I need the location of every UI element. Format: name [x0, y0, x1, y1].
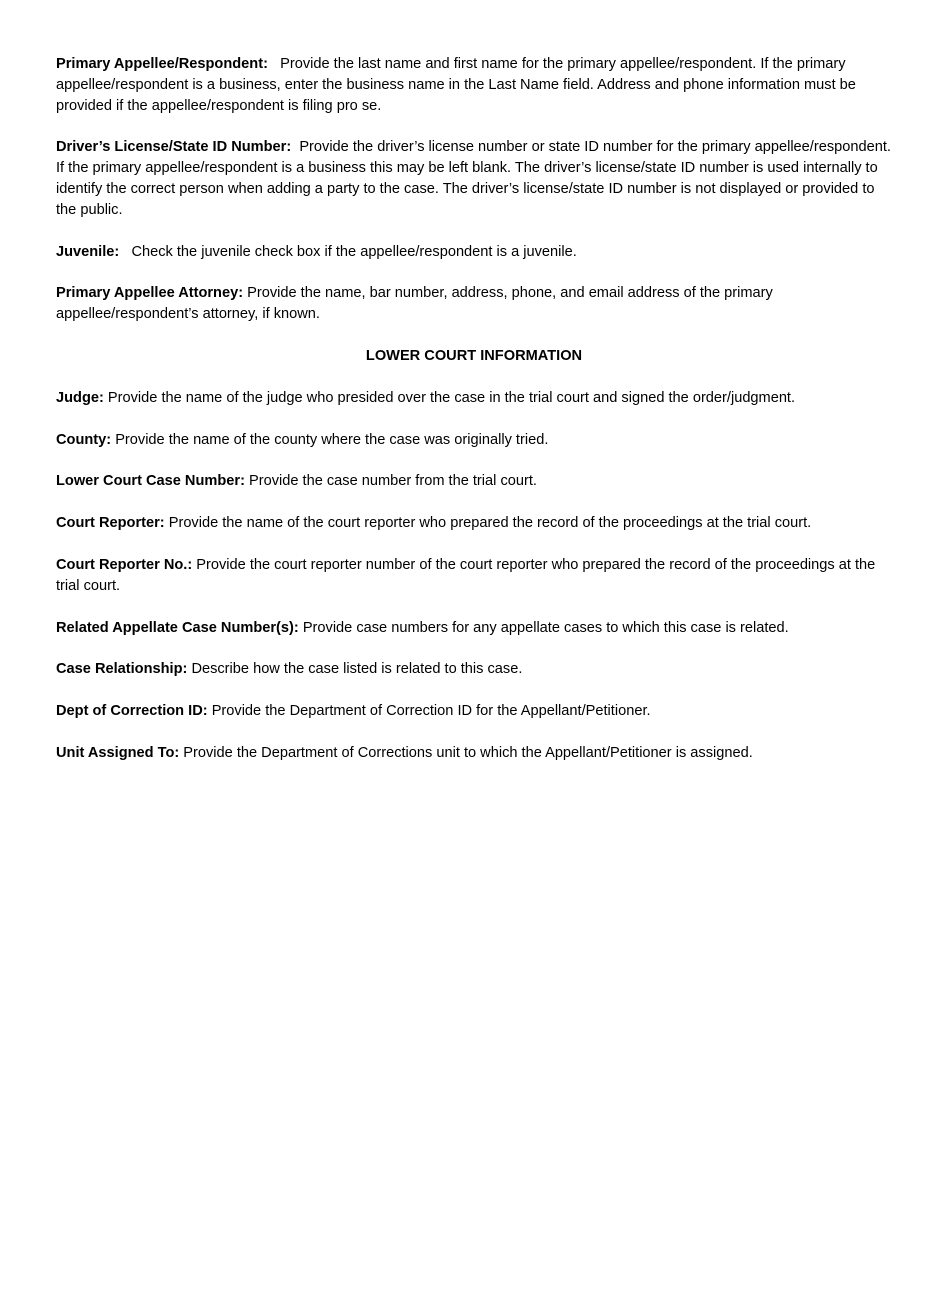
field-related-appellate-case-numbers — [56, 618, 892, 639]
field-label: Juvenile: — [56, 243, 120, 260]
field-description: Provide the Department of Corrections unit to which the Appellant/Petitioner is assigned. — [183, 744, 753, 761]
field-description: Provide the name of the judge who presided over the case in the trial court and signed the order/judgment. — [107, 389, 796, 406]
lower-court-heading: LOWER COURT INFORMATION — [365, 347, 583, 364]
field-label: Case Relationship: — [56, 661, 188, 678]
field-label: Unit Assigned To: — [56, 744, 180, 761]
field-juvenile — [56, 242, 892, 263]
field-description: Provide the name, bar number, address, phone, and email address of the primary appellee/respondent’s attorney, if known. — [56, 285, 773, 323]
field-judge — [56, 388, 892, 409]
field-label: Related Appellate Case Number(s): — [56, 619, 299, 636]
field-description: Provide the name of the county where the case was originally tried. — [115, 431, 549, 448]
field-label: Lower Court Case Number: — [56, 473, 245, 490]
field-court-reporter — [56, 513, 892, 534]
field-lower-court-case-number — [56, 471, 892, 492]
field-label: Judge: — [56, 389, 104, 406]
field-court-reporter-no — [56, 555, 892, 597]
field-dept-of-correction-id — [56, 701, 892, 722]
field-primary-appellee — [56, 54, 892, 116]
field-description: Provide the case number from the trial court. — [249, 473, 537, 490]
field-label: Driver’s License/State ID Number: — [56, 139, 292, 156]
field-label: Primary Appellee/Respondent: — [56, 56, 268, 72]
field-county — [56, 430, 892, 451]
field-description: Provide the name of the court reporter who prepared the record of the proceedings at the trial court. — [168, 515, 812, 532]
document-page — [56, 54, 892, 785]
field-label: Primary Appellee Attorney: — [56, 285, 244, 302]
field-unit-assigned-to — [56, 743, 892, 764]
field-label: Court Reporter: — [56, 515, 165, 532]
field-primary-appellee-attorney — [56, 283, 892, 325]
field-description: Describe how the case listed is related to this case. — [191, 661, 523, 678]
field-description: Provide the court reporter number of the court reporter who prepared the record of the proceedings at the trial court. — [56, 556, 876, 594]
field-case-relationship — [56, 659, 892, 680]
field-description: Provide case numbers for any appellate cases to which this case is related. — [302, 619, 789, 636]
field-label: County: — [56, 431, 112, 448]
field-description: Provide the Department of Correction ID for the Appellant/Petitioner. — [211, 703, 651, 720]
field-description: Provide the driver’s license number or state ID number for the primary appellee/respondent. If the primary appellee/respondent is a business this may be left blank. The driver’s license/state ID number is used internally to identify the correct person when adding a party to the case. The driver’s license/state ID number is not displayed or provided to the public. — [56, 139, 891, 218]
field-label: Dept of Correction ID: — [56, 703, 208, 720]
field-description: Check the juvenile check box if the appellee/respondent is a juvenile. — [131, 243, 577, 260]
field-drivers-license — [56, 137, 892, 220]
field-description: Provide the last name and first name for the primary appellee/respondent. If the primary appellee/respondent is a business, enter the business name in the Last Name field. Address and phone information must be provided if the appellee/respondent is filing pro se. — [56, 56, 856, 114]
field-label: Court Reporter No.: — [56, 556, 193, 573]
